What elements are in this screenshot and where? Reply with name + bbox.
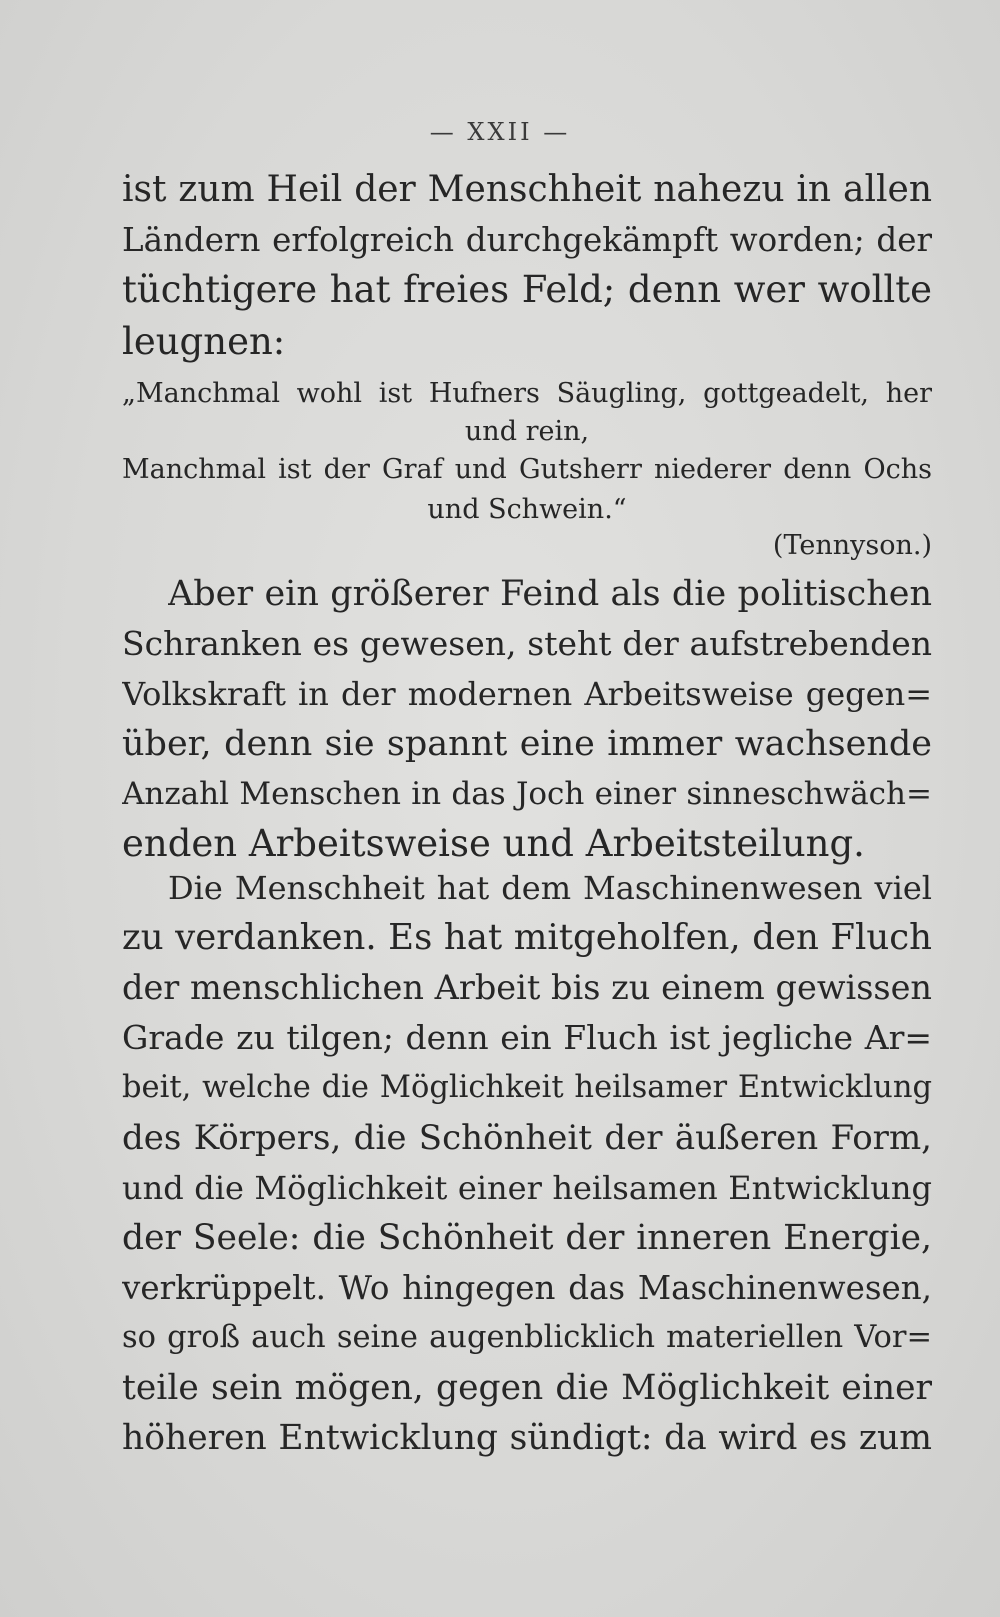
text-line: des Körpers, die Schönheit der äußeren Form, (122, 1118, 932, 1158)
quote-line: „Manchmal wohl ist Hufners Säugling, gottgeadelt, her (122, 378, 932, 409)
text-line: der Seele: die Schönheit der inneren Energie, (122, 1218, 932, 1258)
text-line: Anzahl Menschen in das Joch einer sinneschwäch= (122, 776, 932, 812)
text-line: höheren Entwicklung sündigt: da wird es zum (122, 1418, 932, 1458)
page-number: — XXII — (429, 118, 571, 146)
text-line: enden Arbeitsweise und Arbeitsteilung. (122, 822, 865, 865)
text-line: Aber ein größerer Feind als die politischen (168, 574, 932, 614)
text-line: verkrüppelt. Wo hingegen das Maschinenwesen, (122, 1269, 932, 1307)
text-line: der menschlichen Arbeit bis zu einem gewissen (122, 968, 932, 1007)
text-line: so groß auch seine augenblicklich materiellen Vor= (122, 1320, 932, 1355)
text-line: tüchtigere hat freies Feld; denn wer wollte (122, 268, 932, 311)
quote-line: Manchmal ist der Graf und Gutsherr niederer denn Ochs (122, 454, 932, 485)
text-line: leugnen: (122, 320, 286, 363)
text-line: Die Menschheit hat dem Maschinenwesen viel (168, 869, 932, 907)
text-line: über, denn sie spannt eine immer wachsende (122, 724, 932, 764)
text-line: ist zum Heil der Menschheit nahezu in allen (122, 169, 932, 210)
quote-line: und Schwein.“ (427, 494, 627, 525)
text-line: zu verdanken. Es hat mitgeholfen, den Fluch (122, 917, 932, 958)
text-line: beit, welche die Möglichkeit heilsamer Entwicklung (122, 1070, 932, 1105)
quote-line: und rein, (464, 416, 590, 447)
text-line: und die Möglichkeit einer heilsamen Entwicklung (122, 1169, 932, 1207)
text-line: Schranken es gewesen, steht der aufstrebenden (122, 624, 932, 663)
text-line: Volkskraft in der modernen Arbeitsweise gegen= (122, 675, 932, 713)
text-line: teile sein mögen, gegen die Möglichkeit einer (122, 1368, 932, 1408)
quote-attribution: (Tennyson.) (772, 530, 932, 561)
text-line: Ländern erfolgreich durchgekämpft worden; der (122, 221, 932, 259)
text-line: Grade zu tilgen; denn ein Fluch ist jegliche Ar= (122, 1018, 932, 1057)
